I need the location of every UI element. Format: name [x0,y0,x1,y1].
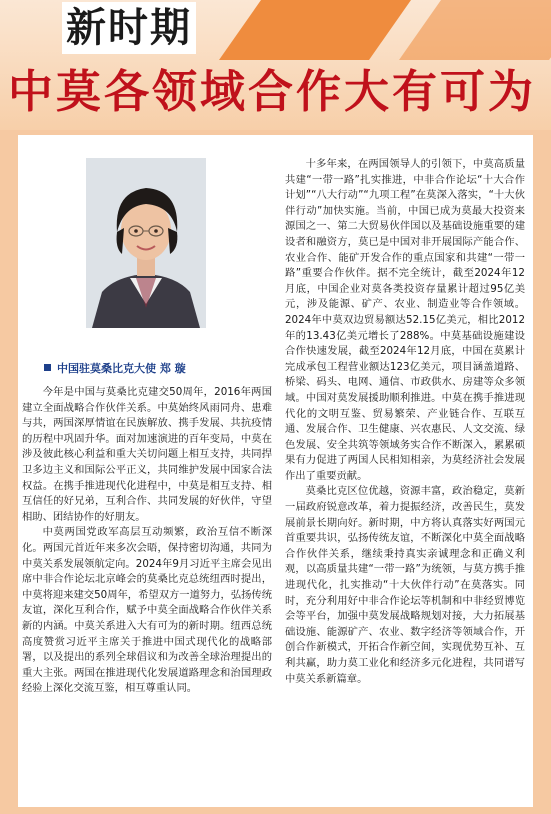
paragraph: 莫桑比克区位优越，资源丰富，政治稳定，莫新一届政府锐意改革，着力提振经济，改善民生，莫发展前景长期向好。新时期，中方将认真落实好两国元首重要共识，弘扬传统友谊，不断深化中莫全面战略合作伙伴关系，继续秉持真实亲诚理念和正确义利观，以高质量共建“一带一路”为统领，与莫方携手推进现代化，扎实推动“十大伙伴行动”在莫落实。同时，充分利用好中非合作论坛等机制和中非经贸博览会等平台，加强中莫发展战略规划对接，大力拓展基础设施、能源矿产、农业、数字经济等领域合作，开创合作新模式，开拓合作新空间，实现优势互补、互利共赢，助力莫工业化和经济多元化进程，共同谱写中莫关系新篇章。 [285,485,525,685]
caption-text: 中国驻莫桑比克大使 郑 璇 [57,362,186,375]
headline: 中莫各领域合作大有可为 [8,65,537,118]
right-column [285,157,525,687]
paragraph: 十多年来，在两国领导人的引领下，中莫高质量共建“一带一路”扎实推进，中非合作论坛“十大合作计划”“八大行动”“九项工程”在莫深入落实，“十大伙伴行动”加快实施。当前，中国已成为莫最大投资来源国之一、第二大贸易伙伴国以及基础设施重要的建设者和融资方，莫已是中国对非开展国际产能合作、农业合作、能矿开发合作的重点国家和共建“一带一路”重要合作伙伴。据不完全统计，截至2024年12月底，中国企业对莫各类投资存量累计超过95亿美元，涉及能源、矿产、农业、制造业等合作领域。2024年中莫双边贸易额达52.15亿美元，相比2012年的13.43亿美元增长了288%。中莫基础设施建设合作快速发展，截至2024年12月底，中国在莫累计完成承包工程营业额达123亿美元，项目涵盖道路、桥梁、码头、电网、通信、市政供水、房建等众多领域。中国对莫发展援助顺利推进。中莫在携手推进现代化的文明互鉴、贸易繁荣、产业链合作、互联互通、发展合作、卫生健康、兴农惠民、人文交流、绿色发展、安全共筑等领域务实合作不断深入，累累硕果有力促进了两国人民相知相亲，为莫经济社会发展作出了重要贡献。 [285,158,525,482]
stripe-band [212,0,418,60]
paragraph: 今年是中国与莫桑比克建交50周年，2016年两国建立全面战略合作伙伴关系。中莫始终风雨同舟、患难与共，两国深厚情谊在民族解放、携手发展、共抗疫情的历程中巩固升华。面对加速演进的百年变局，中莫在涉及彼此核心利益和重大关切问题上相互支持，共同捍卫多边主义和国际公平正义，共同维护发展中国家合法权益。在携手推进现代化进程中，中莫是相互支持、相互信任的好兄弟，互利合作、共同发展的好伙伴，守望相助、团结协作的好朋友。 [22,386,272,523]
caption-bullet-icon [44,364,51,371]
portrait-photo [86,158,206,328]
portrait-illustration [86,158,206,328]
kicker-title: 新时期 [66,5,192,51]
stripe-band [392,0,551,60]
left-column [22,385,272,697]
photo-caption [44,360,186,376]
paragraph: 中莫两国党政军高层互动频繁，政治互信不断深化。两国元首近年来多次会晤，保持密切沟通，共同为中莫关系发展领航定向。2024年9月习近平主席会见出席中非合作论坛北京峰会的莫桑比克总统纽西时提出，中莫将迎来建交50周年，希望双方一道努力，弘扬传统友谊，深化互利合作，赋予中莫全面战略合作伙伴关系新的内涵。中莫关系进入大有可为的新时期。纽西总统高度赞赏习近平主席关于推进中国式现代化的战略部署，以及提出的系列全球倡议和为改善全球治理提出的重大主张。两国在推进现代化发展道路理念和治国理政经验上深化交流互鉴，相互尊重认同。 [22,526,272,695]
